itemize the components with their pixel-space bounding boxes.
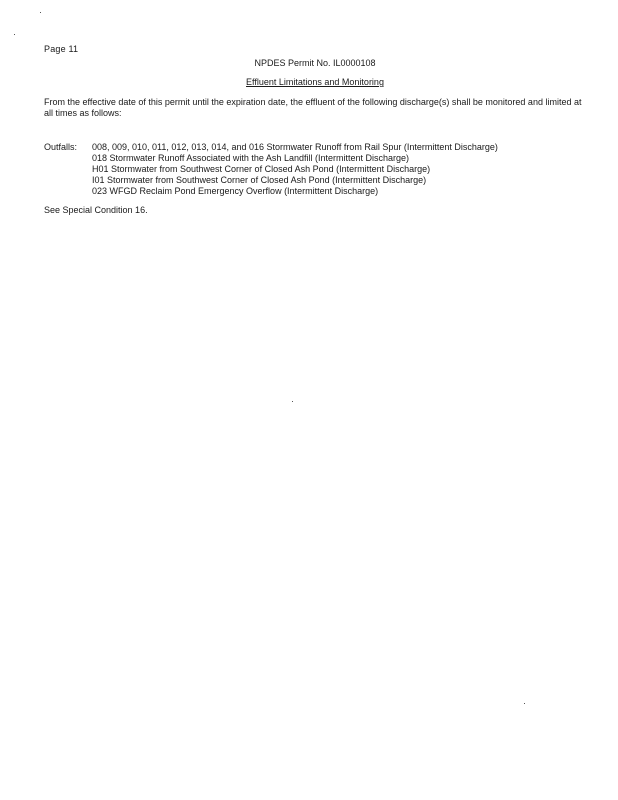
scan-speck [292,401,293,402]
outfall-item: 008, 009, 010, 011, 012, 013, 014, and 016 Stormwater Runoff from Rail Spur (Intermittent Discharge) [92,142,498,152]
scan-speck [14,34,15,35]
outfall-item: 018 Stormwater Runoff Associated with the Ash Landfill (Intermittent Discharge) [92,153,409,163]
outfall-item: I01 Stormwater from Southwest Corner of Closed Ash Pond (Intermittent Discharge) [92,175,427,185]
outfalls-label: Outfalls: [44,142,78,152]
page-number: Page 11 [44,44,79,54]
scan-speck [40,12,41,13]
scan-speck [524,703,525,704]
outfalls-list [92,142,498,197]
outfall-item: 023 WFGD Reclaim Pond Emergency Overflow (Intermittent Discharge) [92,186,379,196]
outfall-item: H01 Stormwater from Southwest Corner of Closed Ash Pond (Intermittent Discharge) [92,164,431,174]
section-title: Effluent Limitations and Monitoring [246,77,384,87]
special-condition-note: See Special Condition 16. [44,205,148,215]
intro-paragraph: From the effective date of this permit until the expiration date, the effluent of the following discharge(s) shall be monitored and limited at all times as follows: [44,97,582,118]
permit-number: NPDES Permit No. IL0000108 [254,58,376,68]
outfalls-block [44,142,498,197]
